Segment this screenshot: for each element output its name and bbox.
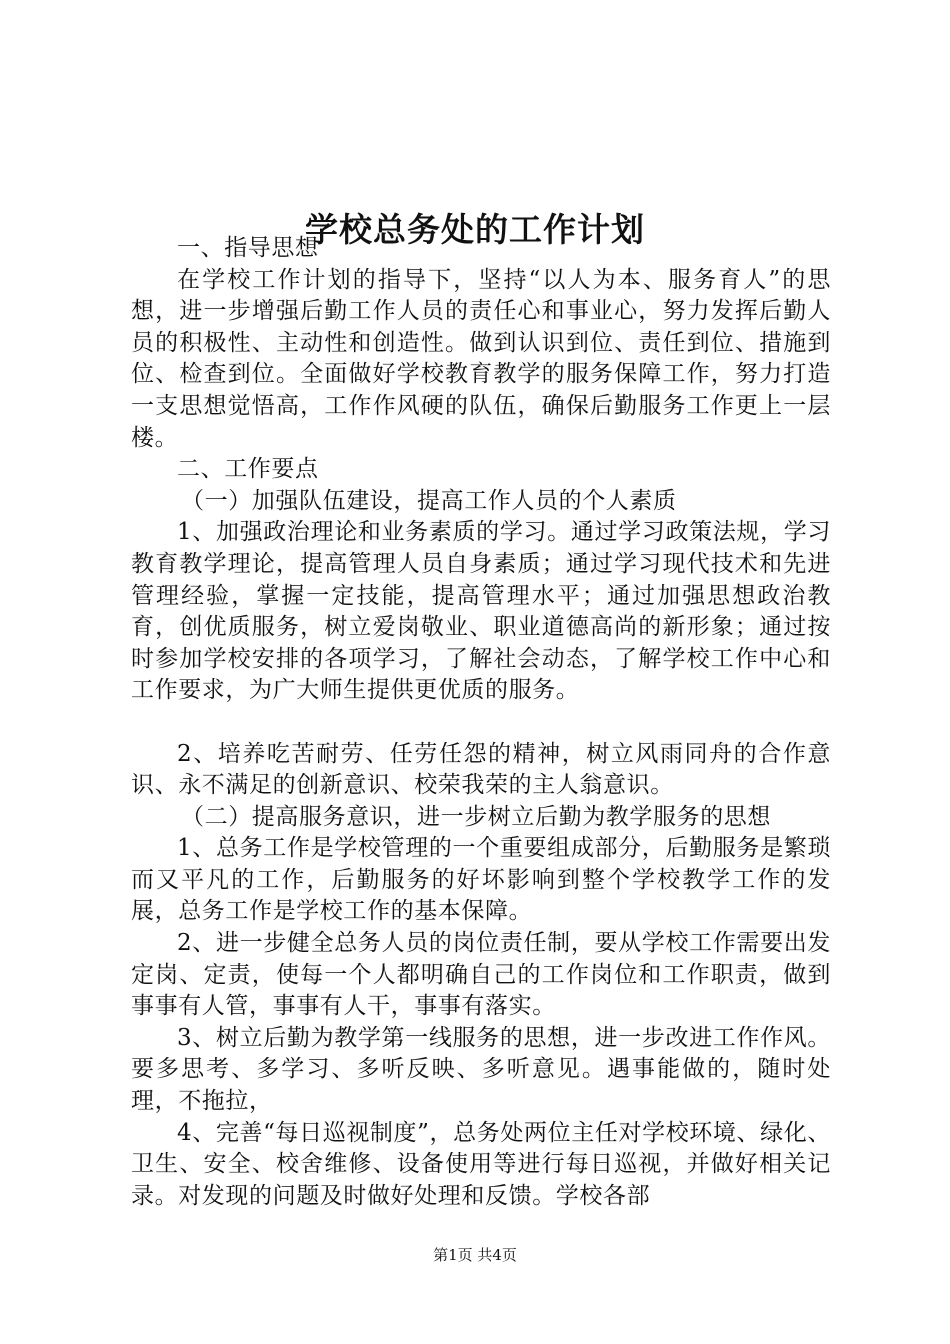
page-footer: 第1页 共4页: [433, 1246, 517, 1264]
subsection-heading-team-building: （一）加强队伍建设，提高工作人员的个人素质: [181, 487, 677, 514]
paragraph-spacer: [131, 707, 831, 739]
paragraph-item-4-daily-inspection: 4、完善“每日巡视制度”，总务处两位主任对学校环境、绿化、卫生、安全、校舍维修、设备使用等进行每日巡视，并做好相关记录。对发现的问题及时做好处理和反馈。学校各部: [131, 1119, 831, 1209]
section-heading-work-points: 二、工作要点: [177, 456, 319, 483]
subsection-heading-service-awareness: （二）提高服务意识，进一步树立后勤为教学服务的思想: [181, 803, 771, 830]
paragraph-item-1-general-affairs: 1、总务工作是学校管理的一个重要组成部分，后勤服务是繁琐而又平凡的工作，后勤服务的好坏影响到整个学校教学工作的发展，总务工作是学校工作的基本保障。: [131, 835, 831, 925]
paragraph-guiding-ideology: 在学校工作计划的指导下，坚持“以人为本、服务育人”的思想，进一步增强后勤工作人员的责任心和事业心，努力发挥后勤人员的积极性、主动性和创造性。做到认识到位、责任到位、措施到位、检查到位。全面做好学校教育教学的服务保障工作，努力打造一支思想觉悟高，工作作风硬的队伍，确保后勤服务工作更上一层楼。: [131, 266, 831, 451]
document-body: [131, 233, 831, 1212]
paragraph-item-2-spirit: 2、培养吃苦耐劳、任劳任怨的精神，树立风雨同舟的合作意识、永不满足的创新意识、校荣我荣的主人翁意识。: [131, 740, 831, 799]
paragraph-item-3-service-thought: 3、树立后勤为教学第一线服务的思想，进一步改进工作作风。要多思考、多学习、多听反映、多听意见。遇事能做的，随时处理，不拖拉，: [131, 1024, 831, 1115]
paragraph-item-1-study: 1、加强政治理论和业务素质的学习。通过学习政策法规，学习教育教学理论，提高管理人员自身素质；通过学习现代技术和先进管理经验，掌握一定技能，提高管理水平；通过加强思想政治教育，创优质服务，树立爱岗敬业、职业道德高尚的新形象；通过按时参加学校安排的各项学习，了解社会动态，了解学校工作中心和工作要求，为广大师生提供更优质的服务。: [131, 519, 831, 704]
section-heading-guiding-ideology: 一、指导思想: [177, 235, 319, 261]
document-title: 学校总务处的工作计划: [305, 210, 645, 250]
paragraph-item-2-responsibility: 2、进一步健全总务人员的岗位责任制，要从学校工作需要出发定岗、定责，使每一个人都明确自己的工作岗位和工作职责，做到事事有人管，事事有人干，事事有落实。: [131, 930, 831, 1020]
